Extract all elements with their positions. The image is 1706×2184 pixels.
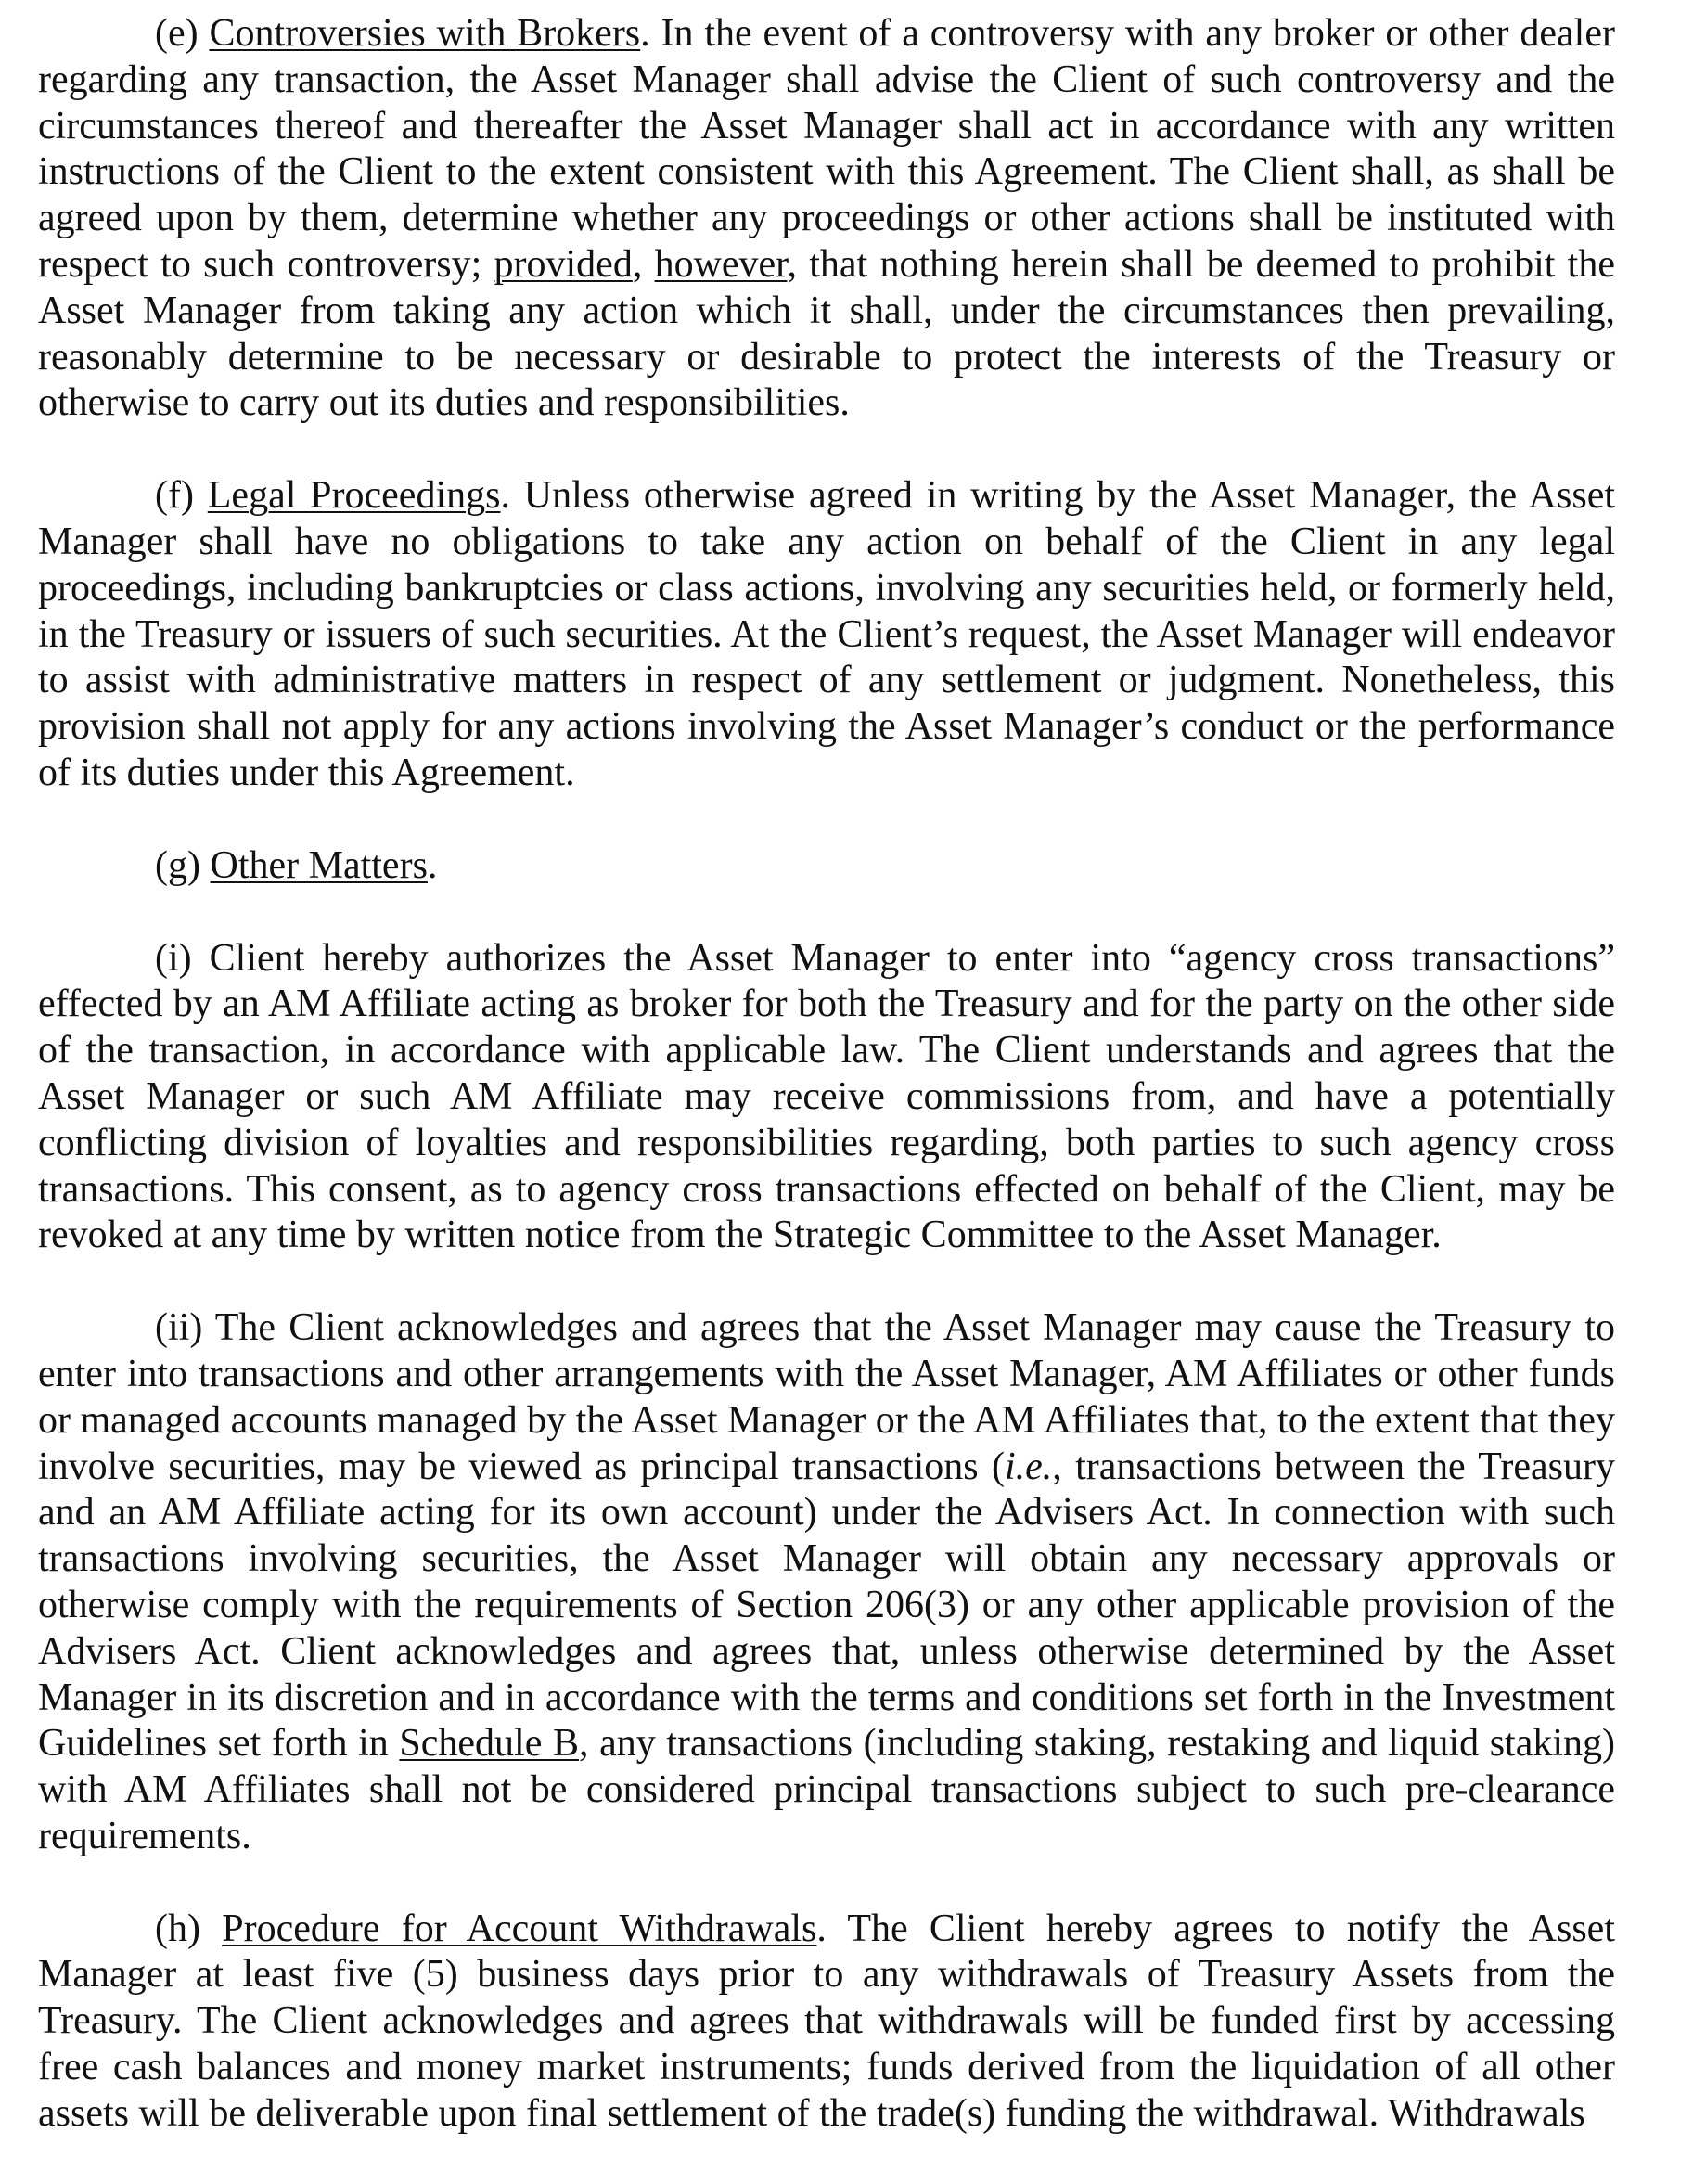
document-page: [38, 11, 1615, 2184]
paragraph-agency-cross-transactions: [38, 936, 1615, 1260]
defined-term-however: however: [654, 242, 788, 286]
paragraph-label: (h): [155, 1907, 223, 1950]
heading-period: .: [500, 474, 510, 518]
heading-period: .: [816, 1907, 827, 1950]
term-separator: ,: [632, 242, 655, 286]
paragraph-text: , that nothing herein shall be deemed to prohibit the Asset Manager from taking any action which it shall, under the circumstances then prevailing, reasonably determine to be necessary or desirable to protect the interests of the Treasury or otherwise to carry out its duties and responsibilities.: [38, 242, 1615, 425]
section-heading-controversies-with-brokers: Controversies with Brokers: [209, 12, 641, 55]
heading-period: .: [427, 843, 438, 887]
paragraph-text: Unless otherwise agreed in writing by the Asset Manager, the Asset Manager shall have no obligations to take any action on behalf of the Client in any legal proceedings, including bankruptcies or class actions, involving any securities held, or formerly held, in the Treasury or issuers of such securities. At the Client’s request, the Asset Manager will endeavor to assist with administrative matters in respect of any settlement or judgment. Nonetheless, this provision shall not apply for any actions involving the Asset Manager’s conduct or the performance of its duties under this Agreement.: [38, 474, 1616, 794]
defined-term-provided: provided: [494, 242, 633, 286]
paragraph-legal-proceedings: [38, 473, 1615, 797]
paragraph-text: (i) Client hereby authorizes the Asset Manager to enter into “agency cross transactions” effected by an AM Affiliate acting as broker for both the Treasury and for the party on the other side of the transaction, in accordance with applicable law. The Client understands and agrees that the Asset Manager or such AM Affiliate may receive commissions from, and have a potentially conflicting division of loyalties and responsibilities regarding, both parties to such agency cross transactions. This consent, as to agency cross transactions effected on behalf of the Client, may be revoked at any time by written notice from the Strategic Committee to the Asset Manager.: [38, 936, 1615, 1257]
italic-ie: i.e.: [1004, 1445, 1053, 1488]
paragraph-text: (ii) The Client acknowledges and agrees that the Asset Manager may cause the Treasury to enter into transactions and other arrangements with the Asset Manager, AM Affiliates or other funds or managed accounts managed by the Asset Manager or the AM Affiliates that, to the extent that they involve securities, may be viewed as principal transactions (: [38, 1306, 1615, 1488]
heading-period: .: [640, 12, 650, 55]
paragraph-account-withdrawals: [38, 1907, 1615, 2138]
paragraph-text: , transactions between the Treasury and an AM Affiliate acting for its own account) under the Advisers Act. In connection with such transactions involving securities, the Asset Manager will obtain any necessary approvals or otherwise comply with the requirements of Section 206(3) or any other applicable provision of the Advisers Act. Client acknowledges and agrees that, unless otherwise determined by the Asset Manager in its discretion and in accordance with the terms and conditions set forth in the Investment Guidelines set forth in: [38, 1445, 1615, 1766]
paragraph-other-matters: [38, 843, 1615, 890]
paragraph-text: In the event of a controversy with any broker or other dealer regarding any transaction, the Asset Manager shall advise the Client of such controversy and the circumstances thereof and thereafter the Asset Manager shall act in accordance with any written instructions of the Client to the extent consistent with this Agreement. The Client shall, as shall be agreed upon by them, determine whether any proceedings or other actions shall be instituted with respect to such controversy;: [38, 12, 1615, 286]
paragraph-label: (e): [155, 12, 210, 55]
paragraph-label: (f): [155, 474, 208, 518]
paragraph-principal-transactions: [38, 1305, 1615, 1860]
section-heading-other-matters: Other Matters: [210, 843, 428, 887]
section-heading-procedure-for-account-withdrawals: Procedure for Account Withdrawals: [222, 1907, 817, 1950]
paragraph-controversies-with-brokers: [38, 11, 1615, 427]
paragraph-label: (g): [155, 843, 211, 887]
paragraph-text: , any transactions (including staking, restaking and liquid staking) with AM Affiliates shall not be considered principal transactions subject to such pre-clearance requirements.: [38, 1722, 1616, 1857]
paragraph-text: The Client hereby agrees to notify the Asset Manager at least five (5) business days prior to any withdrawals of Treasury Assets from the Treasury. The Client acknowledges and agrees that withdrawals will be funded first by accessing free cash balances and money market instruments; funds derived from the liquidation of all other assets will be deliverable upon final settlement of the trade(s) funding the withdrawal. Withdrawals: [38, 1907, 1615, 2135]
schedule-b-reference: Schedule B: [399, 1722, 579, 1766]
section-heading-legal-proceedings: Legal Proceedings: [207, 474, 501, 518]
